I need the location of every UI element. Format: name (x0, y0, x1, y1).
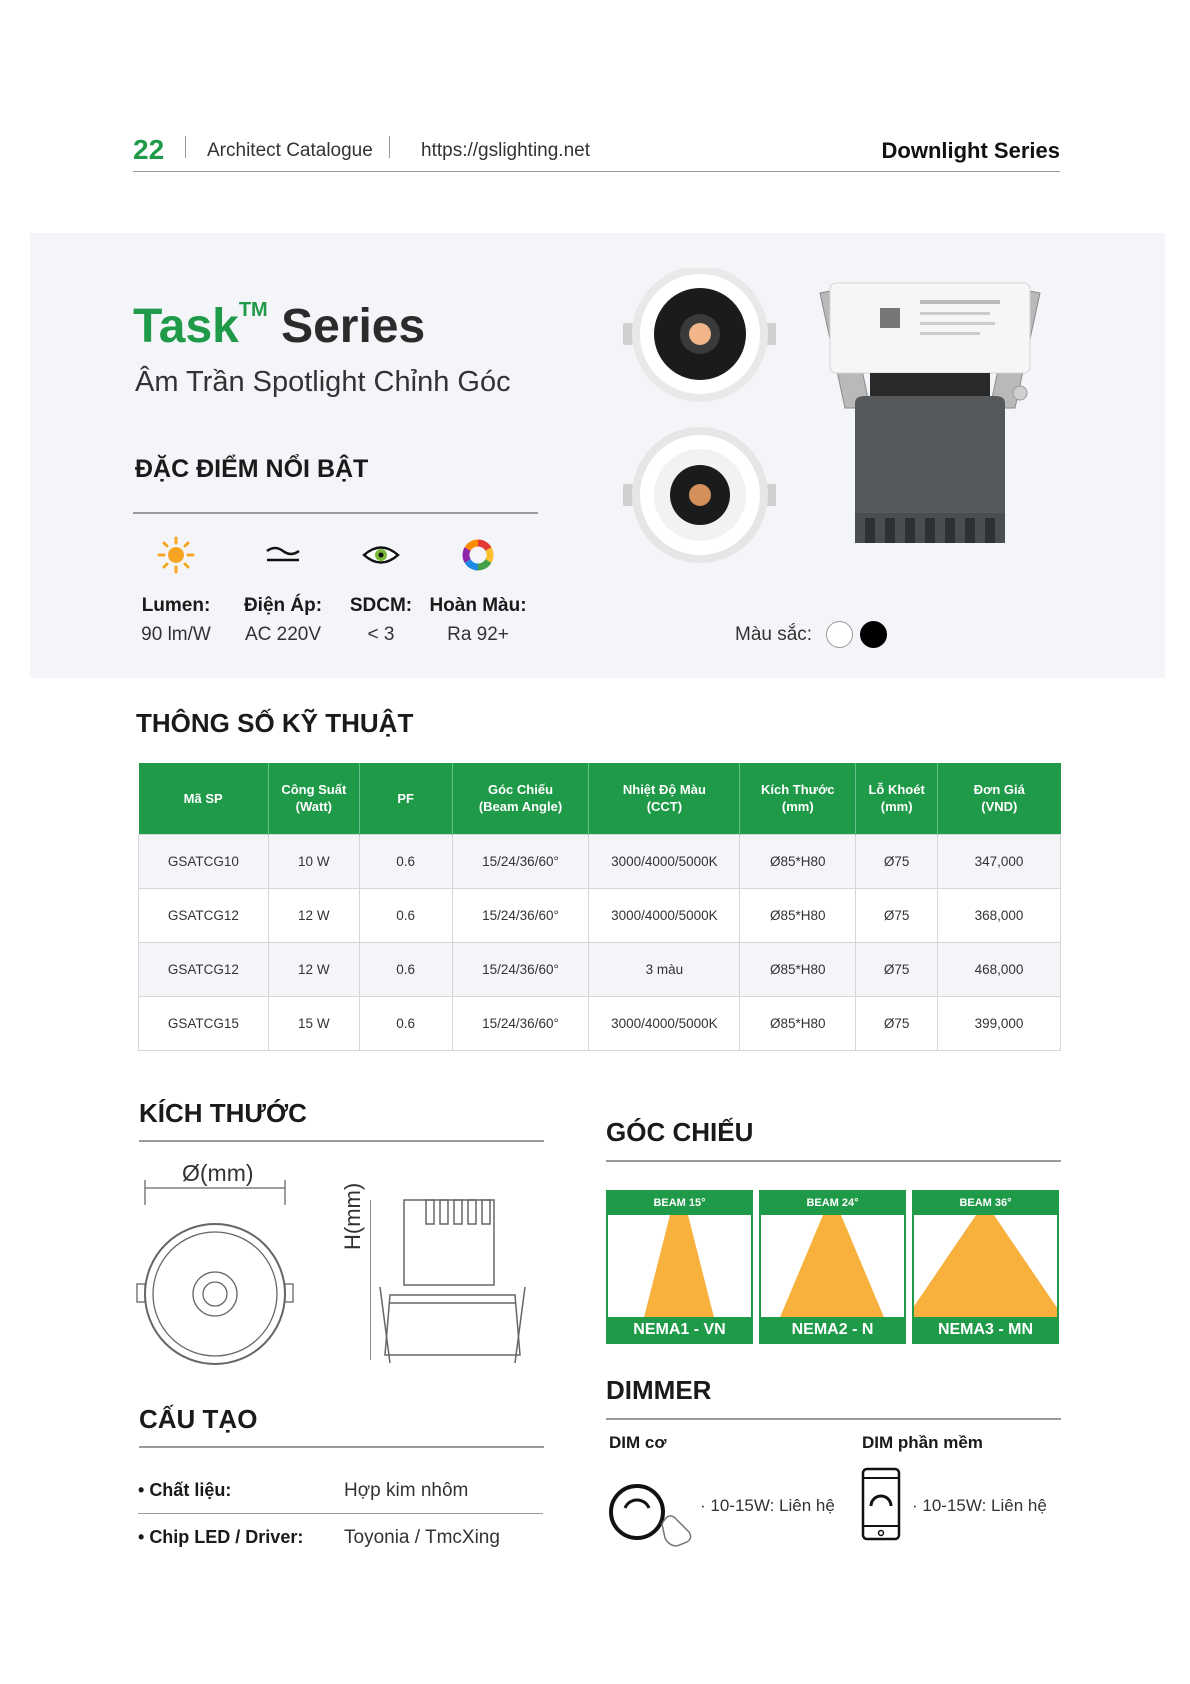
beam-heading: GÓC CHIẾU (606, 1117, 754, 1147)
page-number: 22 (133, 134, 165, 165)
table-row: GSATCG12 12 W 0.6 15/24/36/60° 3000/4000/5000K Ø85*H80 Ø75 368,000 (139, 888, 1061, 942)
color-swatch-white[interactable] (826, 621, 853, 648)
height-label: H(mm) (340, 1182, 365, 1250)
table-row: GSATCG10 10 W 0.6 15/24/36/60° 3000/4000/5000K Ø85*H80 Ø75 347,000 (139, 834, 1061, 888)
dim-soft-label: DIM phần mềm (862, 1433, 983, 1452)
product-title: Task™ Series (133, 299, 426, 353)
col-header: Lỗ Khoét (mm) (856, 763, 938, 834)
phone-dimmer-icon (860, 1466, 902, 1542)
feature-lumen: Lumen: 90 lm/W (116, 533, 236, 646)
col-header: Đơn Giá (VND) (938, 763, 1061, 834)
dim-mech-label: DIM cơ (609, 1433, 667, 1452)
diameter-label: Ø(mm) (182, 1160, 254, 1186)
col-header: Nhiệt Độ Màu (CCT) (589, 763, 740, 834)
dimmer-divider (606, 1418, 1061, 1420)
beam-cone-24 (761, 1215, 904, 1319)
col-header: Mã SP (139, 763, 269, 834)
specs-heading: THÔNG SỐ KỸ THUẬT (136, 708, 414, 738)
feature-sdcm: SDCM: < 3 (321, 533, 441, 646)
catalogue-title: Architect Catalogue (207, 140, 373, 161)
header-divider (185, 136, 186, 158)
page-header (133, 128, 1060, 172)
product-photo-side (810, 278, 1050, 558)
dimensions-heading: KÍCH THƯỚC (139, 1098, 307, 1128)
header-divider (389, 136, 390, 158)
col-header: Góc Chiếu (Beam Angle) (452, 763, 589, 834)
col-header: Công Suất (Watt) (268, 763, 359, 834)
table-row: GSATCG15 15 W 0.6 15/24/36/60° 3000/4000/5000K Ø85*H80 Ø75 399,000 (139, 996, 1061, 1050)
product-photo-front (620, 268, 790, 588)
color-options: Màu sắc: (735, 621, 894, 648)
build-heading: CẤU TẠO (139, 1404, 258, 1434)
build-divider (139, 1446, 544, 1448)
dimensions-divider (139, 1140, 544, 1142)
build-key: • Chất liệu: (138, 1480, 232, 1500)
color-swatch-black[interactable] (860, 621, 887, 648)
dim-mech-value: · 10-15W: Liên hệ (700, 1496, 835, 1515)
top-view-drawing (133, 1180, 303, 1365)
build-row-material (138, 1468, 543, 1514)
table-row: GSATCG12 12 W 0.6 15/24/36/60° 3 màu Ø85*H80 Ø75 468,000 (139, 942, 1061, 996)
beam-cone-36 (914, 1215, 1057, 1319)
specs-table (138, 763, 1061, 1051)
product-subtitle: Âm Trần Spotlight Chỉnh Góc (135, 366, 511, 398)
build-key: • Chip LED / Driver: (138, 1527, 304, 1547)
col-header: PF (359, 763, 452, 834)
series-name: Downlight Series (881, 138, 1060, 163)
rotary-dimmer-icon (607, 1480, 697, 1550)
website-link[interactable]: https://gslighting.net (421, 140, 590, 161)
build-row-chip (138, 1515, 543, 1561)
side-view-drawing (370, 1195, 545, 1370)
feature-cri: Hoàn Màu: Ra 92+ (418, 533, 538, 646)
dim-soft-value: · 10-15W: Liên hệ (912, 1496, 1047, 1515)
beam-cone-15 (608, 1215, 751, 1319)
color-wheel-icon (418, 533, 538, 577)
dimmer-heading: DIMMER (606, 1375, 712, 1405)
col-header: Kích Thước (mm) (740, 763, 856, 834)
beam-divider (606, 1160, 1061, 1162)
sun-icon (116, 533, 236, 577)
product-hero (30, 233, 1165, 678)
beam-card-24: BEAM 24° NEMA2 - N (759, 1190, 906, 1344)
build-value: Toyonia / TmcXing (344, 1527, 500, 1548)
features-divider (133, 512, 538, 514)
beam-card-36: BEAM 36° NEMA3 - MN (912, 1190, 1059, 1344)
features-heading: ĐẶC ĐIỂM NỔI BẬT (135, 455, 369, 483)
beam-card-15: BEAM 15° NEMA1 - VN (606, 1190, 753, 1344)
feature-voltage: Điện Áp: AC 220V (223, 533, 343, 646)
build-value: Hợp kim nhôm (344, 1480, 469, 1501)
